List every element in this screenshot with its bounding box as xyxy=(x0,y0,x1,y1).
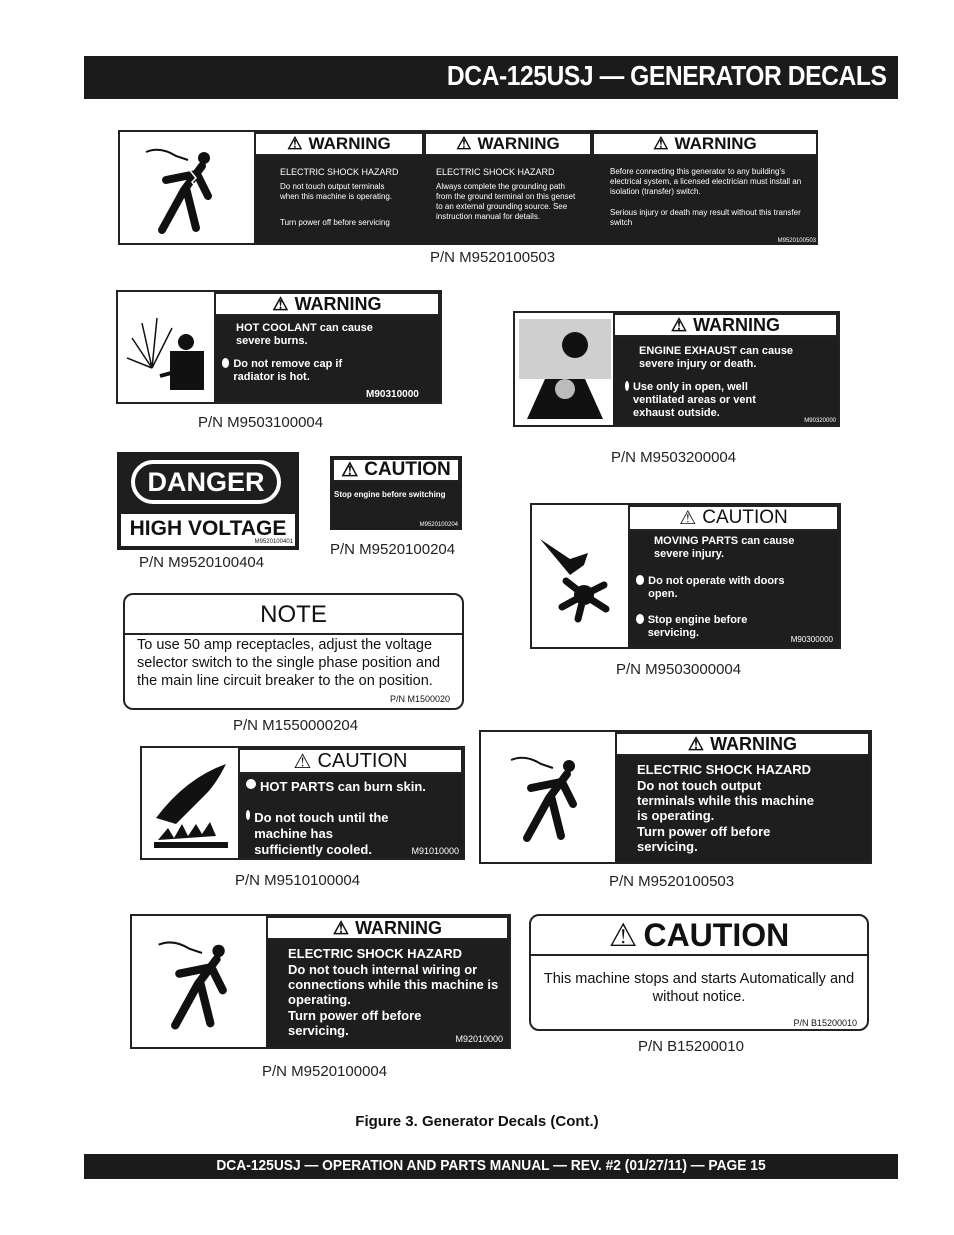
decal-caution-auto-start xyxy=(529,914,869,1031)
caution-body: This machine stops and starts Automatically and without notice. xyxy=(543,971,855,1005)
col3-bullet2: Serious injury or death may result without this transfer switch xyxy=(610,208,801,227)
decal-line-2: Turn power off before servicing. xyxy=(637,824,771,854)
decal-hot-coolant xyxy=(116,290,442,404)
warning-triangle-icon: ⚠ xyxy=(332,917,350,938)
warning-header: ⚠ WARNING xyxy=(615,732,870,756)
part-number: P/N M9503000004 xyxy=(616,661,742,678)
warning-header-1: ⚠ WARNING xyxy=(254,132,424,156)
decal-electric-shock-1 xyxy=(479,730,872,864)
danger-label: DANGER xyxy=(131,460,281,504)
col1-title: ELECTRIC SHOCK HAZARD xyxy=(280,167,399,177)
decal-code: M9520100503 xyxy=(777,238,816,244)
warning-header-2: ⚠ WARNING xyxy=(424,132,592,156)
page-title: DCA-125USJ — GENERATOR DECALS xyxy=(446,60,886,91)
caution-header: ⚠ CAUTION xyxy=(628,505,839,531)
decal-code: M90300000 xyxy=(790,635,833,644)
part-number: P/N M9510100004 xyxy=(235,872,361,889)
shock-figure-icon xyxy=(138,922,262,1046)
decal-engine-exhaust xyxy=(513,311,840,427)
warning-header: ⚠ WARNING xyxy=(214,292,440,316)
col1-bullet1: Do not touch output terminals when this machine is operating. xyxy=(280,182,393,201)
decal-code: P/N B15200010 xyxy=(793,1018,857,1028)
decal-line-1: Do not touch output terminals while this machine is operating. xyxy=(637,778,814,823)
bullet-icon xyxy=(636,614,644,624)
decal-electric-shock-2 xyxy=(130,914,511,1049)
col1-bullet2: Turn power off before servicing xyxy=(280,218,390,227)
caution-header: ⚠ CAUTION xyxy=(238,748,463,774)
decal-line-2: Use only in open, well ventilated areas or vent exhaust outside. xyxy=(625,381,765,420)
warning-triangle-icon: ⚠ xyxy=(456,134,472,153)
decal-line-1: MOVING PARTS can cause severe injury. xyxy=(654,535,795,560)
decal-line-1: HOT COOLANT can cause severe burns. xyxy=(236,322,373,347)
radiator-spray-icon xyxy=(122,298,212,398)
caution-header: ⚠ CAUTION xyxy=(332,458,460,482)
warning-header-3: ⚠ WARNING xyxy=(592,132,818,156)
decal-hot-parts xyxy=(140,746,465,860)
hot-hand-icon xyxy=(146,758,236,852)
shock-figure-icon xyxy=(491,738,611,858)
part-number: P/N M9520100503 xyxy=(430,249,556,266)
hazard-title: ELECTRIC SHOCK HAZARD xyxy=(637,762,812,777)
warning-triangle-icon: ⚠ xyxy=(670,314,688,335)
hazard-title: ELECTRIC SHOCK HAZARD xyxy=(288,946,463,961)
bullet-icon xyxy=(636,575,644,585)
decal-line-1: HOT PARTS can burn skin. xyxy=(246,779,461,794)
decal-code: M9520100401 xyxy=(254,539,293,545)
col3-bullet1: Before connecting this generator to any building's electrical system, a licensed electrician must install an isolation (transfer) switch. xyxy=(610,167,802,196)
warning-triangle-icon: ⚠ xyxy=(293,750,312,773)
warning-header: ⚠ WARNING xyxy=(613,313,838,337)
warning-triangle-icon: ⚠ xyxy=(687,733,705,754)
part-number: P/N M9503100004 xyxy=(198,414,324,431)
decal-moving-parts xyxy=(530,503,841,649)
high-voltage-label: HIGH VOLTAGE xyxy=(121,514,295,546)
decal-code: M90310000 xyxy=(366,389,419,400)
decal-code: M9520100204 xyxy=(419,522,458,528)
footer-text: DCA-125USJ — OPERATION AND PARTS MANUAL — REV. #2 (01/27/11) — PAGE 15 xyxy=(216,1157,766,1174)
note-body: To use 50 amp receptacles, adjust the voltage selector switch to the single phase position and the main line circuit breaker to the on position. xyxy=(137,637,441,689)
warning-header: ⚠ WARNING xyxy=(266,916,509,940)
warning-triangle-icon: ⚠ xyxy=(341,459,359,481)
decal-caution-stop-engine xyxy=(330,456,462,530)
decal-line-1: Stop engine before switching xyxy=(334,490,446,499)
decal-line-2: Do not touch until the machine has sufficiently cooled. xyxy=(246,810,396,858)
part-number: P/N B15200010 xyxy=(638,1038,744,1055)
decal-line-2: Turn power off before servicing. xyxy=(288,1008,422,1038)
decal-danger-high-voltage xyxy=(117,452,299,550)
decal-triple-warning xyxy=(118,130,818,245)
bullet-icon xyxy=(246,810,250,820)
decal-line-3: Stop engine before servicing. xyxy=(636,614,766,640)
fan-hand-icon xyxy=(536,519,624,629)
warning-triangle-icon: ⚠ xyxy=(272,293,289,314)
part-number: P/N M9520100503 xyxy=(609,873,735,890)
col2-title: ELECTRIC SHOCK HAZARD xyxy=(436,167,555,177)
col2-bullet1: Always complete the grounding path from the ground terminal on this genset to an external grounding source. See instruction manual for details. xyxy=(436,182,576,221)
page-header-bar xyxy=(84,56,898,99)
part-number: P/N M9503200004 xyxy=(611,449,737,466)
warning-triangle-icon: ⚠ xyxy=(287,134,303,153)
warning-triangle-icon: ⚠ xyxy=(653,134,669,153)
page-footer-bar xyxy=(84,1154,898,1179)
warning-triangle-icon: ⚠ xyxy=(608,917,638,953)
note-header: NOTE xyxy=(125,595,462,635)
caution-header: ⚠ CAUTION xyxy=(531,916,867,956)
exhaust-figure-icon xyxy=(519,319,611,423)
shock-figure-icon xyxy=(126,140,246,240)
warning-triangle-icon: ⚠ xyxy=(679,507,697,529)
bullet-icon xyxy=(222,358,229,368)
part-number: P/N M9520100404 xyxy=(139,554,265,571)
part-number: P/N M1550000204 xyxy=(233,717,359,734)
figure-caption: Figure 3. Generator Decals (Cont.) xyxy=(355,1113,599,1130)
part-number: P/N M9520100204 xyxy=(330,541,456,558)
part-number: P/N M9520100004 xyxy=(262,1063,388,1080)
decal-code: M92010000 xyxy=(455,1034,503,1044)
decal-note xyxy=(123,593,464,710)
decal-line-1: Do not touch internal wiring or connections while this machine is operating. xyxy=(288,962,499,1007)
bullet-icon xyxy=(246,779,256,789)
decal-line-2: Do not remove cap if radiator is hot. xyxy=(222,358,372,384)
decal-code: P/N M1500020 xyxy=(389,694,450,704)
decal-line-2: Do not operate with doors open. xyxy=(636,575,786,601)
decal-code: M90320000 xyxy=(804,418,836,424)
decal-code: M91010000 xyxy=(411,846,459,856)
bullet-icon xyxy=(625,381,629,391)
decal-line-1: ENGINE EXHAUST can cause severe injury or death. xyxy=(639,345,794,370)
